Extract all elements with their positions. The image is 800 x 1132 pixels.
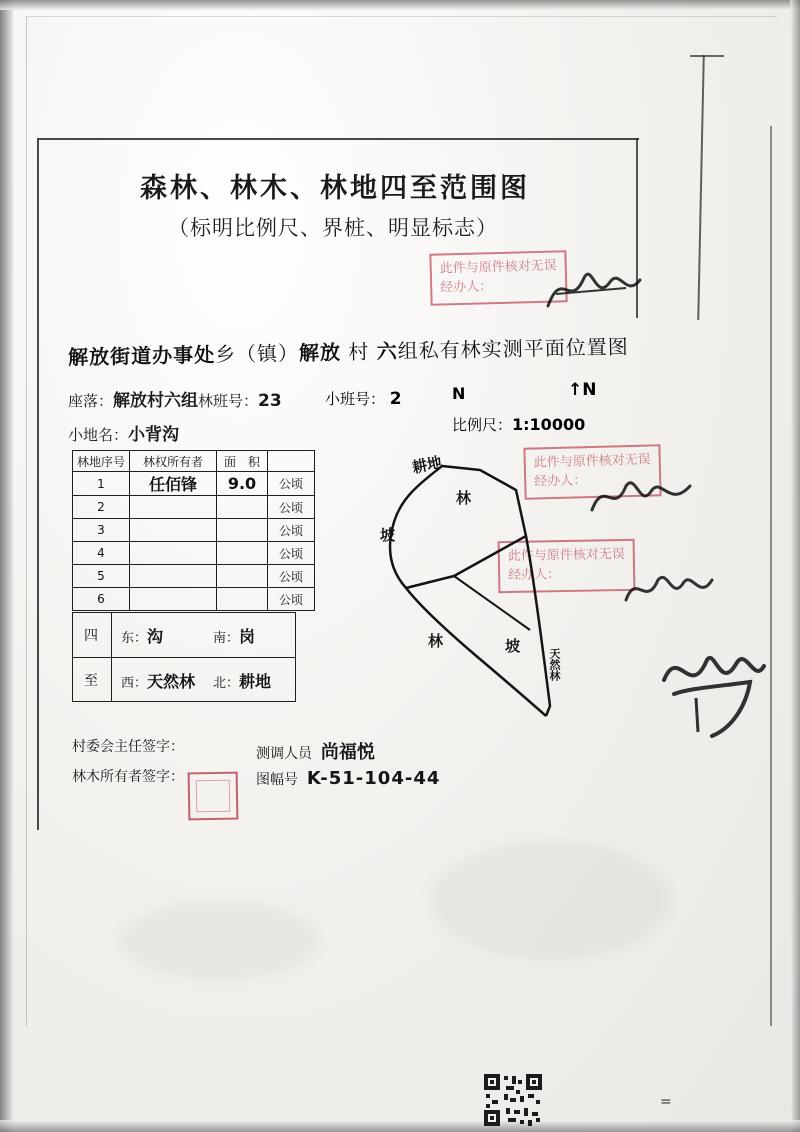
map-label-forest-bottom: 林 bbox=[428, 632, 444, 650]
subclass-row bbox=[325, 388, 402, 409]
map-label-farmland: 耕地 bbox=[410, 453, 444, 477]
village-head-signature-label: 村委会主任签字： bbox=[72, 739, 184, 755]
cell-area bbox=[217, 565, 268, 588]
place-name-value: 小背沟 bbox=[128, 425, 180, 445]
boundary-north bbox=[213, 669, 271, 692]
location-row bbox=[68, 386, 282, 411]
boundary-south bbox=[213, 624, 255, 647]
cell-unit: 公顷 bbox=[268, 496, 315, 519]
table-row bbox=[73, 542, 315, 565]
owner-signature-label: 林木所有者签字： bbox=[72, 769, 184, 785]
stamp-line-1: 此件与原件核对无误 bbox=[533, 452, 651, 471]
village-value: 解放 bbox=[298, 340, 342, 365]
forest-class-label: 林班号： bbox=[198, 392, 259, 410]
handwritten-signature bbox=[540, 258, 650, 328]
page-edge-line bbox=[770, 126, 772, 1026]
table-row bbox=[73, 496, 315, 519]
cell-owner: 任佰锋 bbox=[130, 472, 217, 496]
boundary-west bbox=[121, 669, 195, 692]
map-label-slope-west: 坡 bbox=[380, 526, 396, 544]
scale-label: 比例尺： bbox=[452, 416, 513, 434]
map-label-forest-top: 林 bbox=[456, 489, 472, 507]
sheet-number-row bbox=[256, 768, 440, 789]
parcel-polygon bbox=[350, 430, 650, 750]
table-header-row bbox=[73, 451, 315, 472]
boundary-east-label: 东： bbox=[121, 631, 148, 646]
cell-owner bbox=[130, 588, 217, 611]
boundary-divider-horizontal bbox=[73, 657, 295, 658]
township-value: 解放街道办事处 bbox=[67, 342, 216, 370]
cell-unit: 公顷 bbox=[268, 565, 315, 588]
boundary-label-bottom: 至 bbox=[84, 673, 98, 689]
cell-owner bbox=[130, 496, 217, 519]
cell-seq: 3 bbox=[73, 519, 130, 542]
cell-seq: 2 bbox=[73, 496, 130, 519]
cell-seq: 5 bbox=[73, 565, 130, 588]
boundary-east bbox=[121, 624, 163, 647]
header-unit bbox=[268, 451, 315, 472]
stamp-line-2: 经办人： bbox=[508, 566, 561, 583]
subclass-label: 小班号： bbox=[325, 390, 386, 408]
qr-code bbox=[484, 1074, 542, 1126]
boundary-box bbox=[72, 612, 296, 702]
cell-seq: 6 bbox=[73, 588, 130, 611]
boundary-east-value: 沟 bbox=[147, 627, 164, 646]
north-marker: N bbox=[452, 384, 466, 403]
table-row bbox=[73, 472, 315, 496]
scale-value: 1:10000 bbox=[512, 415, 586, 434]
cell-unit: 公顷 bbox=[268, 519, 315, 542]
stamp-line-1: 此件与原件核对无误 bbox=[507, 546, 625, 565]
sheet-label: 图幅号 bbox=[256, 772, 298, 788]
scan-edge-right bbox=[790, 0, 800, 1132]
cell-area bbox=[217, 588, 268, 611]
surveyor-value: 尚福悦 bbox=[320, 742, 375, 763]
table-row bbox=[73, 565, 315, 588]
cell-unit: 公顷 bbox=[268, 542, 315, 565]
north-arrow-icon: ↑N bbox=[568, 380, 597, 400]
scan-edge-left bbox=[0, 0, 14, 1132]
cell-owner bbox=[130, 542, 217, 565]
scan-shadow bbox=[120, 900, 320, 980]
boundary-north-label: 北： bbox=[213, 676, 240, 691]
header-area: 面 积 bbox=[217, 451, 268, 472]
table-row bbox=[73, 588, 315, 611]
scan-edge-top bbox=[0, 0, 800, 10]
header-owner: 林权所有者 bbox=[130, 451, 217, 472]
cell-area: 9.0 bbox=[217, 472, 268, 496]
form-border-outer-top bbox=[690, 55, 724, 57]
footer-mark: = bbox=[660, 1094, 672, 1110]
stamp-line-2: 经办人： bbox=[534, 473, 587, 490]
location-value: 解放村六组 bbox=[113, 391, 199, 411]
heading-suffix: 组私有林实测平面位置图 bbox=[397, 334, 629, 364]
cell-owner bbox=[130, 519, 217, 542]
boundary-south-value: 岗 bbox=[239, 627, 256, 646]
subclass-value: 2 bbox=[389, 389, 402, 409]
forest-class-value: 23 bbox=[258, 391, 282, 411]
page-subtitle: （标明比例尺、界桩、明显标志） bbox=[168, 216, 498, 240]
cell-seq: 1 bbox=[73, 472, 130, 496]
scan-shadow bbox=[430, 840, 670, 960]
village-label: 村 bbox=[348, 339, 370, 364]
boundary-west-value: 天然林 bbox=[147, 672, 196, 691]
parcel-map bbox=[350, 430, 650, 750]
owner-seal bbox=[188, 772, 239, 821]
page-title: 森林、林木、林地四至范围图 bbox=[140, 173, 530, 204]
boundary-label-top: 四 bbox=[84, 628, 98, 644]
boundary-north-value: 耕地 bbox=[239, 672, 272, 691]
group-value: 六 bbox=[376, 339, 398, 364]
stamp-line-1: 此件与原件核对无误 bbox=[439, 258, 557, 277]
place-name-row bbox=[68, 420, 179, 445]
table-row bbox=[73, 519, 315, 542]
map-label-natural-forest: 天然林 bbox=[548, 648, 561, 681]
map-label-slope-south: 坡 bbox=[505, 637, 521, 655]
cell-owner bbox=[130, 565, 217, 588]
boundary-south-label: 南： bbox=[213, 631, 240, 646]
sheet-value: K-51-104-44 bbox=[306, 768, 441, 789]
cell-unit: 公顷 bbox=[268, 472, 315, 496]
cell-area bbox=[217, 519, 268, 542]
surveyor-label: 测调人员 bbox=[256, 746, 312, 762]
cell-seq: 4 bbox=[73, 542, 130, 565]
boundary-west-label: 西： bbox=[121, 676, 148, 691]
location-label: 座落： bbox=[68, 392, 114, 410]
header-seq: 林地序号 bbox=[73, 451, 130, 472]
cell-area bbox=[217, 542, 268, 565]
forest-plot-table bbox=[72, 450, 315, 611]
township-label: 乡（镇） bbox=[214, 340, 300, 367]
cell-area bbox=[217, 496, 268, 519]
form-border-outer-right bbox=[697, 55, 705, 320]
scan-edge-bottom bbox=[0, 1120, 800, 1132]
place-name-label: 小地名： bbox=[68, 426, 129, 444]
stamp-line-2: 经办人： bbox=[440, 279, 493, 296]
cell-unit: 公顷 bbox=[268, 588, 315, 611]
handwritten-signature-large bbox=[650, 636, 770, 746]
